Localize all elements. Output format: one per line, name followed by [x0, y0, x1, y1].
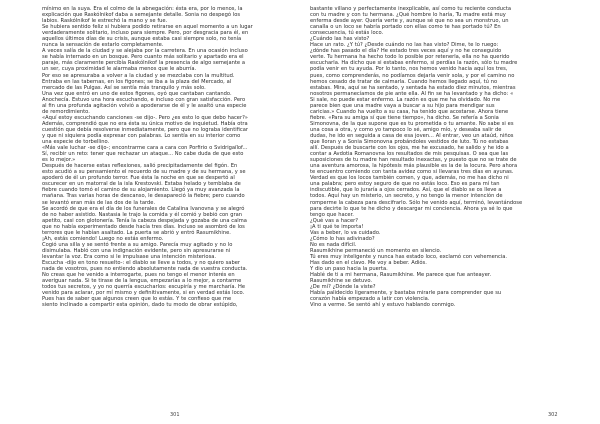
text-line: oscurecer en un matorral de la isla Krestovski. Estaba helado y temblaba de	[42, 181, 241, 188]
text-line: se había internado en un bosque. Pero cuanto más solitario y apartado era el	[42, 54, 244, 61]
text-line: Vino a verme. Se sentó ahí y estuvo hablando conmigo.	[310, 302, 456, 309]
text-line: ¡Ah, estás comiendo! Luego no estás enfermo.	[42, 235, 164, 242]
text-line: No creas que he venido a interrogarte, pues no tengo el menor interés en	[42, 272, 235, 279]
text-line: ¿De mí? ¿Dónde la viste?	[310, 284, 376, 291]
text-line: ¿Cuándo las has visto?	[310, 36, 370, 43]
text-line: mínimo en la suya. Era el colmo de la abnegación: ésta era, por lo menos, la	[42, 6, 243, 12]
text-line: fiebre. «Para su amiga sí que tiene tiempo», ha dicho. Se refería a Sonia	[310, 114, 499, 121]
text-line: caricias.» Cuando ha vuelto a su casa, ha tenido que acostarse. Ahora tiene	[310, 108, 509, 115]
text-line: dudas, he ido en seguida a casa de esa joven... Al entrar, veo un ataúd, niños	[310, 132, 514, 139]
text-line: una especie de torbellino.	[42, 139, 110, 146]
text-line: Se hubiera sentido feliz si hubiera podido retirarse en aquel momento a un lugar	[42, 24, 253, 31]
text-line: Vas a beber, lo va cuidado.	[310, 229, 381, 236]
text-line: una aventura amorosa, la hipótesis más plausible es la de la locura. Pero ahora	[310, 163, 518, 170]
text-line: un ser, cuya proximidad le alarmaba menos que le aburría.	[42, 66, 197, 73]
text-line: Se acordó de que era el día de los funerales de Catalina Ivanovna y se alegró	[42, 205, 245, 212]
text-line: que lloran y a Sonia Simonovna probándoles vestidos de luto. Tú no estabas	[310, 139, 509, 146]
text-line: Además, comprendió que no era ésta su única motivo de inquietud. Había otra	[42, 120, 248, 127]
text-line: enferma desde ayer. Quería verte y, aunque sé que no sea un monstruo, un	[310, 18, 509, 25]
text-line: pues, como comprenderás, no podíamos dejarla venir sola, y por el camino no	[310, 72, 515, 79]
text-line: romperme la cabeza para descifrarlo. Sólo he venido aquí, terminó, levantándose	[310, 199, 523, 206]
text-line: No es nada difícil.	[310, 241, 357, 248]
text-line: nunca la sensación de estarlo completamente.	[42, 42, 164, 49]
left-page	[42, 6, 290, 418]
text-line: te encuentro comiendo con tanta avidez como si llevaras tres días en ayunas.	[310, 169, 514, 176]
text-line: Hablé de ti a mi hermana, Rasumikhine. Me parece que fue anteayer.	[310, 272, 492, 279]
text-line: Cogió una silla y se sentó frente a su amigo. Parecía muy agitado y no lo	[42, 241, 233, 248]
text-line: Anochecía. Estuvo una hora escuchando, e incluso con gran satisfacción. Pero	[42, 96, 246, 103]
text-line: con tu madre y con tu hermana. ¿Qué hombre lo haría, Tu madre está muy	[310, 12, 506, 19]
text-line: escucharla. Ha dicho que si estabas enfermo, si perdías la razón, sólo tu madre	[310, 60, 518, 67]
text-line: levantar la voz. Era como si le impulsase una intención misteriosa.	[42, 253, 217, 260]
text-line: al fin una profunda agitación volvió a apoderarse de él y le asaltó una especie	[42, 102, 247, 109]
text-line: verdaderamente solitario, incluso para siempre. Pero, por desgracia para él, en	[42, 30, 249, 37]
text-line: de no haber asistido. Nastasia le trajo la comida y él comió y bebió con gran	[42, 211, 243, 218]
text-line: Había palidecido ligeramente, y bastaba mirarle para comprender que su	[310, 290, 502, 297]
text-line: parece bien que una madre vaya a buscar a su hijo para mendigar sus	[310, 102, 495, 109]
text-line: Después de hacerse estas reflexiones, salió precipitadamente del figón. En	[42, 163, 238, 170]
left-page-number: 301	[170, 412, 180, 418]
text-line: de remordimiento.	[42, 108, 90, 115]
text-line: mañana. Tras varias horas de descanso, le desapareció la fiebre; pero cuando	[42, 193, 245, 200]
text-line: esto acudió a su pensamiento el recuerdo de su madre y de su hermana, y se	[42, 169, 246, 176]
text-line: nosotros permanecíamos de pie ante ella. Al fin se ha levantado y ha dicho: «	[310, 90, 514, 97]
text-line: «Más vale luchar -se dijo-; encontrarme cara a cara con Porfirio o Svidrigaïlof...	[42, 145, 248, 152]
text-line: aquellos últimos días de su crisis, aunque estaba casi siempre solo, no tenía	[42, 36, 242, 43]
text-line: Rasumikhine se detuvo.	[310, 278, 373, 285]
text-line: contar a Avdotia Romanovna los resultados de mis pesquisas. O sea que las	[310, 151, 509, 158]
text-line: todos. Aquí hay un misterio, un secreto, y no tengo la menor intención de	[310, 193, 503, 200]
text-line: indiscutible, que lo juraría a ojos cerrados. Así, que el diablo se os lleve a	[310, 187, 502, 194]
text-line: apetito, casi con glotonería. Tenía la cabeza despejada y gozaba de una calma	[42, 217, 247, 224]
text-line: Pues has de saber que algunos creen que lo estás. Y te confieso que me	[42, 296, 232, 303]
text-line: Si sale, no puede estar enfermo. La razón es que me ha olvidado. No me	[310, 96, 501, 103]
text-line: ¿Cómo lo has adivinado?	[310, 235, 375, 242]
text-line: Tú eres muy inteligente y nunca has estado loco, exclamó con vehemencia.	[310, 253, 508, 260]
text-line: mercado de las Pulgas. Así se sentía más tranquilo y más solo.	[42, 84, 206, 91]
text-line: suposiciones de tu madre han resultado inexactas, y puesto que no se trate de	[310, 157, 517, 164]
text-line: podía venir en tu ayuda. Por lo tanto, nos hemos venido hacia aquí los tres,	[310, 66, 508, 73]
text-line: Y dio un paso hacia la puerta.	[310, 266, 388, 273]
text-line: bastante villano y perfectamente inexplicable, así como tu reciente conducta	[310, 6, 512, 12]
text-line: «Aquí estoy escuchando canciones -se dijo-. Pero ¿es esto lo que debo hacer?»	[42, 114, 248, 121]
text-line: tengo que hacer.	[310, 211, 354, 218]
text-line: allí. Después de buscarte con los ojos, me he excusado, he salido y he ido a	[310, 145, 509, 152]
text-line: una palabra; pero estoy seguro de que no estás loco. Eso es para mí tan	[310, 181, 500, 188]
text-line: y que ni siquiera podía expresar con palabras. Lo sentía en su interior como	[42, 132, 241, 139]
text-line: corazón había empezado a latir con violencia.	[310, 296, 430, 303]
text-line: terrores que le habían asaltado. La puerta se abrió y entró Rasumikhine.	[42, 229, 231, 236]
left-page-text	[42, 6, 290, 308]
text-line: siento inclinado a compartir esta opinión, dado tu modo de obrar estúpido,	[42, 302, 238, 309]
text-line: ¡A ti qué te importa!	[310, 223, 364, 230]
text-line: explicación que Raskólnikof daba a semejante detalle. Sonia no despegó los	[42, 12, 241, 19]
text-line: Verdad es que los locos también comen, y que, además, no me has dicho ni	[310, 175, 509, 182]
text-line: consecuencia, tú estás loco.	[310, 30, 384, 37]
text-line: ¿dónde has pasado el día? He estado tres veces aquí y no he conseguido	[310, 48, 502, 55]
text-line: es lo mejor.»	[42, 157, 76, 164]
right-page-number: 302	[548, 412, 558, 418]
text-line: labios. Raskólnikof le estrechó la mano y se fue.	[42, 18, 168, 25]
right-page	[310, 6, 558, 418]
text-line: Sí, recibir un reto: tener que rechazar un ataque... No cabe duda de que esto	[42, 151, 244, 158]
text-line: Escucha -dijo en tono resuelto-: el diablo se lleve a todos, y no quiero saber	[42, 259, 240, 266]
text-line: Rasumikhine permaneció un momento en silencio.	[310, 247, 442, 254]
text-line: disimulaba. Habló con una indignación evidente, pero sin apresurarse ni	[42, 247, 231, 254]
text-line: Por eso se apresuraba a volver a la ciudad y se mezclaba con la multitud.	[42, 72, 235, 79]
text-line: una cosa a otra, y como yo tampoco lo sé, amigo mío, y deseaba salir de	[310, 126, 502, 133]
text-line: venido para aclarar, por mí mismo y definitivamente, si en verdad estás loco.	[42, 290, 245, 297]
text-line: estabas. Mira, aquí se ha sentado, y sentada ha estado diez minutos, mientras	[310, 84, 516, 91]
text-line: Entraba en las tabernas, en los figones; se iba a la plaza del Mercado, al	[42, 78, 232, 85]
text-line: ¿Qué vas a hacer?	[310, 217, 358, 224]
text-line: verte. Tu hermana ha hecho todo lo posible por retenerla, ella no ha querido	[310, 54, 510, 61]
text-line: canalla o un loco se habría portado con ellas como te has portado tú? En	[310, 24, 501, 31]
text-line: paraje, más claramente percibía Raskólnikof la presencia de algo semejante a	[42, 60, 246, 67]
text-line: apoderó de él un profundo terror. Fue ésta la noche en que se despertó al	[42, 175, 235, 182]
text-line: hemos cesado de tratar de calmarla. Cuando hemos llegado aquí, tú no	[310, 78, 498, 85]
text-line: A veces salía de la ciudad y se alejaba por la carretera. En una ocasión incluso	[42, 48, 248, 55]
text-line: Una vez que entró en uno de estos figones, oyó que cantaban cantando.	[42, 90, 232, 97]
text-line: fiebre cuando tomó el camino de su alojamiento. Llegó ya muy avanzada la	[42, 187, 240, 194]
text-line: averiguar nada. Si te tirase de la lengua, empezarías a lo mejor, a contarme	[42, 278, 242, 285]
text-line: Simonovna, de la que supone que es tu prometida o tu amante. No sabe si es	[310, 120, 514, 127]
text-line: Has dado en el clavo. Me voy a beber. Adiós.	[310, 259, 427, 266]
text-line: Hace un rato. ¿Y tú? ¿Desde cuándo no las has visto? Dime, te lo ruego:	[310, 42, 499, 49]
text-line: se levantó eran más de las dos de la tarde.	[42, 199, 156, 206]
text-line: que no había experimentado desde hacía tres días. Incluso se asombró de los	[42, 223, 245, 230]
text-line: cuestión que debía resolverse inmediatamente, pero que no lograba identificar	[42, 126, 248, 133]
text-line: todos tus secretos, y yo no querría escucharlos: escupiría y me marcharía. He	[42, 284, 246, 291]
right-page-text	[310, 6, 558, 308]
text-line: nada de vosotros, pues no entiendo absolutamente nada de vuestra conducta.	[42, 266, 248, 273]
text-line: para decirte lo que te he dicho y descargar mi conciencia. Ahora ya sé lo que	[310, 205, 513, 212]
